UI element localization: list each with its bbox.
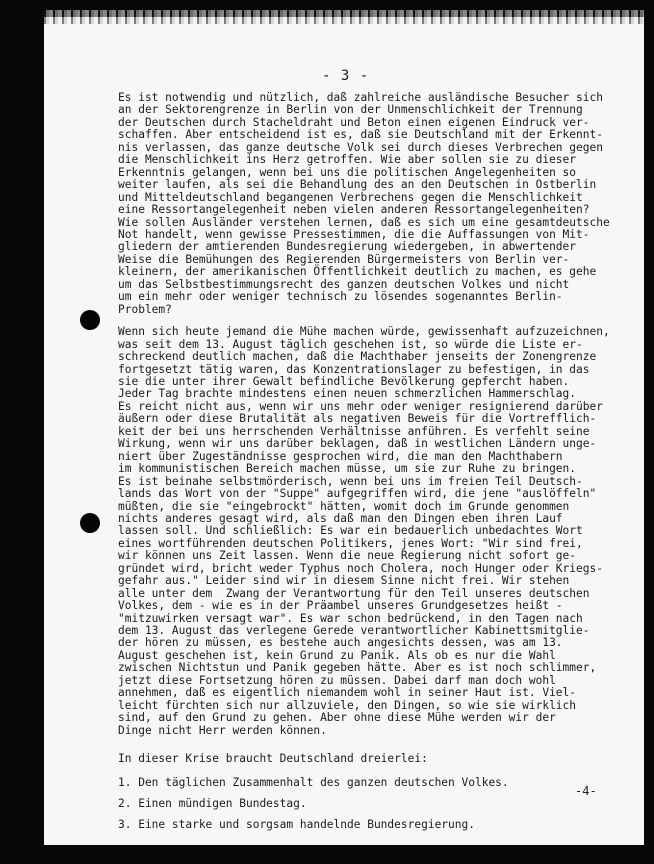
list-item-1: 1. Den täglichen Zusammenhalt des ganzen deutschen Volkes. xyxy=(118,775,509,789)
text-line: keit der bei uns herrschenden Verhältnisse anführen. Es verfehlt seine xyxy=(118,424,590,438)
text-line: Wie sollen Ausländer verstehen lernen, daß es sich um eine gesamtdeutsche xyxy=(118,215,610,229)
text-line: um das Selbstbestimmungsrecht des ganzen deutschen Volkes und nicht xyxy=(118,277,570,291)
text-line: gründet wird, bricht weder Typhus noch Cholera, noch Hunger oder Kriegs- xyxy=(118,561,603,575)
text-line: Jeder Tag brachte mindestens einen neuen schmerzlichen Hammerschlag. xyxy=(118,387,577,401)
text-line: sie die unter ihrer Gewalt befindliche Bevölkerung gepfercht haben. xyxy=(118,374,570,388)
scan-edge-artifact xyxy=(44,10,644,24)
text-line: lassen soll. Und schließlich: Es war ein bedauerlich unbedachtes Wort xyxy=(118,524,583,538)
text-line: kleinern, der amerikanischen Öffentlichkeit deutlich zu machen, es gehe xyxy=(118,265,597,279)
text-line: Wirkung, wenn wir uns darüber beklagen, daß in westlichen Ländern unge- xyxy=(118,437,597,451)
text-line: dem 13. August das verlegene Gerede verantwortlicher Kabinettsmitglie- xyxy=(118,624,590,638)
text-line: fortgesetzt tätig waren, das Konzentrationslager zu befestigen, in das xyxy=(118,362,590,376)
text-line: nis verlassen, das ganze deutsche Volk sei durch dieses Verbrechen gegen xyxy=(118,140,603,154)
text-line: zwischen Nichtstun und Panik gegeben hätte. Aber es ist noch schlimmer, xyxy=(118,661,597,675)
text-line: eine Ressortangelegenheit neben vielen anderen Ressortangelegenheiten? xyxy=(118,203,590,217)
paragraph-2 xyxy=(118,326,638,737)
text-line: Wenn sich heute jemand die Mühe machen würde, gewissenhaft aufzuzeichnen, xyxy=(118,325,610,339)
demands-list xyxy=(118,776,638,839)
text-line: äußern oder diese Brutalität als negativen Beweis für die Vortrefflich- xyxy=(118,412,597,426)
text-line: an der Sektorengrenze in Berlin von der Unmenschlichkeit der Trennung xyxy=(118,103,583,117)
text-line: lands das Wort von der "Suppe" aufgegriffen wird, die jene "auslöffeln" xyxy=(118,487,597,501)
punch-hole-bottom xyxy=(80,513,100,533)
page-number: - 3 - xyxy=(322,68,370,84)
text-line: gefahr aus." Leider sind wir in diesem Sinne nicht frei. Wir stehen xyxy=(118,574,570,588)
text-line: der hören zu müssen, es bestehe auch angesichts dessen, was am 13. xyxy=(118,636,563,650)
text-line: im kommunistischen Bereich machen müsse, um sie zur Ruhe zu bringen. xyxy=(118,462,577,476)
text-line: schaffen. Aber entscheidend ist es, daß sie Deutschland mit der Erkennt- xyxy=(118,128,603,142)
text-line: annehmen, daß es eigentlich niemandem wohl in seiner Haut ist. Viel- xyxy=(118,686,577,700)
text-line: Es ist notwendig und nützlich, daß zahlreiche ausländische Besucher sich xyxy=(118,91,603,104)
catchword-next-page: -4- xyxy=(575,784,597,798)
text-line: Problem? xyxy=(118,302,172,316)
text-line: Dinge nicht Herr werden können. xyxy=(118,723,327,737)
text-line: leicht fürchten sich nur allzuviele, den Dingen, so wie sie wirklich xyxy=(118,698,577,712)
text-line: sind, auf den Grund zu gehen. Aber ohne diese Mühe werden wir der xyxy=(118,711,556,725)
document-body xyxy=(118,92,638,839)
text-line: schreckend deutlich machen, daß die Machthaber jenseits der Zonengrenze xyxy=(118,350,597,364)
text-line: müßten, die sie "eingebrockt" hätten, womit doch im Grunde genommen xyxy=(118,499,570,513)
text-line: Weise die Bemühungen des Regierenden Bürgermeisters von Berlin ver- xyxy=(118,252,570,266)
text-line: Volkes, dem - wie es in der Präambel unseres Grundgesetzes heißt - xyxy=(118,599,563,613)
text-line: Es ist beinahe selbstmörderisch, wenn bei uns im freien Teil Deutsch- xyxy=(118,474,583,488)
text-line: niert über Zugeständnisse gesprochen wird, die man den Machthabern xyxy=(118,449,563,463)
text-line: "mitzuwirken versagt war". Es war schon bedrückend, in den Tagen nach xyxy=(118,611,583,625)
text-line: der Deutschen durch Stacheldraht und Beton einen eigenen Eindruck ver- xyxy=(118,115,590,129)
text-line: wir können uns Zeit lassen. Wenn die neue Regierung nicht sofort ge- xyxy=(118,549,577,563)
text-line: Not handelt, wenn gewisse Pressestimmen, die die Auffassungen von Mit- xyxy=(118,227,590,241)
text-line: Es reicht nicht aus, wenn wir uns mehr oder weniger resignierend darüber xyxy=(118,399,603,413)
text-line: nichts anderes gesagt wird, als daß man den Dingen eben ihren Lauf xyxy=(118,511,563,525)
list-intro: In dieser Krise braucht Deutschland dreierlei: xyxy=(118,752,428,766)
text-line: Erkenntnis gelangen, wenn bei uns die politischen Angelegenheiten so xyxy=(118,165,577,179)
text-line: was seit dem 13. August täglich geschehen ist, so würde die Liste er- xyxy=(118,337,583,351)
punch-hole-top xyxy=(80,310,100,330)
list-item-3: 3. Eine starke und sorgsam handelnde Bundesregierung. xyxy=(118,817,475,831)
text-line: eines wortführenden deutschen Politikers, jenes Wort: "Wir sind frei, xyxy=(118,536,583,550)
text-line: August geschehen ist, kein Grund zu Panik. Als ob es nur die Wahl xyxy=(118,648,556,662)
text-line: jetzt diese Fortsetzung hören zu müssen. Dabei darf man doch wohl xyxy=(118,673,556,687)
text-line: weiter laufen, als sei die Behandlung des an den Deutschen in Ostberlin xyxy=(118,178,597,192)
text-line: und Mitteldeutschland begangenen Verbrechens gegen die Menschlichkeit xyxy=(118,190,583,204)
paragraph-1 xyxy=(118,92,638,316)
text-line: gliedern der amtierenden Bundesregierung wiedergeben, in abwertender xyxy=(118,240,577,254)
text-line: alle unter dem Zwang der Verantwortung für den Teil unseres deutschen xyxy=(118,586,590,600)
text-line: um ein mehr oder weniger technisch zu lösendes sogenanntes Berlin- xyxy=(118,290,563,304)
text-line: die Menschlichkeit ins Herz getroffen. Wie aber sollen sie zu dieser xyxy=(118,153,577,167)
list-item-2: 2. Einen mündigen Bundestag. xyxy=(118,796,307,810)
